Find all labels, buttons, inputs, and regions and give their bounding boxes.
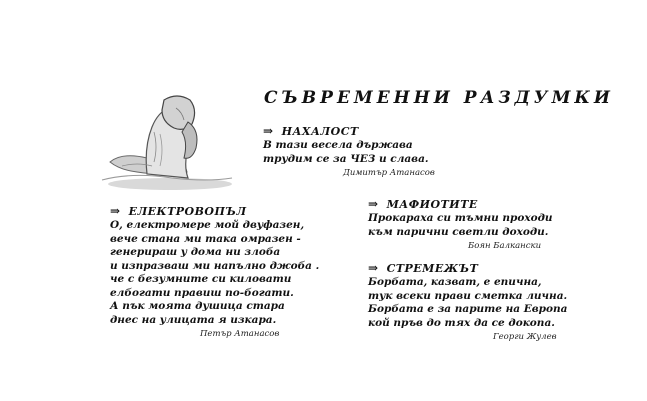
- poem-line: Прокараха си тъмни проходи: [368, 212, 553, 224]
- poem-nahalost: [263, 124, 435, 178]
- poem-line: В тази весела държава: [263, 139, 413, 151]
- poem-line: О, електромере мой двуфазен,: [110, 219, 305, 231]
- poem-line: че с безумните си киловати: [110, 273, 292, 285]
- poem-lines: [368, 276, 567, 330]
- poem-heading: [110, 204, 319, 218]
- poem-title: НАХАЛОСТ: [281, 124, 359, 138]
- double-arrow-icon: ⇒: [368, 261, 379, 275]
- poem-title: МАФИОТИТЕ: [386, 197, 478, 211]
- thinker-sketch-illustration: [92, 92, 242, 192]
- poem-line: А пък моята душица стара: [110, 300, 285, 312]
- poem-heading: [368, 261, 567, 275]
- poem-line: елбогати правиш по-богати.: [110, 286, 294, 299]
- poem-line: тук всеки прави сметка лична.: [368, 289, 568, 302]
- double-arrow-icon: ⇒: [263, 124, 274, 138]
- poem-author: Димитър Атанасов: [343, 168, 435, 178]
- poem-author: Боян Балкански: [468, 241, 542, 251]
- poem-heading: [368, 197, 553, 211]
- poem-mafiotite: [368, 197, 553, 251]
- poem-line: Борбата, казват, е епична,: [368, 276, 542, 288]
- poem-lines: [368, 212, 553, 239]
- poem-title: ЕЛЕКТРОВОПЪЛ: [128, 204, 247, 218]
- poem-author: Петър Атанасов: [200, 329, 280, 339]
- poem-line: Борбата е за парите на Европа: [368, 303, 568, 315]
- poem-line: и изпразваш ми напълно джоба .: [110, 259, 320, 272]
- poem-line: генерираш у дома ни злоба: [110, 246, 281, 258]
- poem-elektrovopal: [110, 204, 319, 339]
- poem-line: кой пръв до тях да се докопа.: [368, 316, 555, 329]
- poem-line: днес на улицата я изкара.: [110, 313, 277, 326]
- poem-title: СТРЕМЕЖЪТ: [386, 261, 479, 275]
- poem-line: трудим се за ЧЕЗ и слава.: [263, 152, 429, 165]
- poem-line: към парични светли доходи.: [368, 225, 549, 238]
- poem-lines: [263, 139, 435, 166]
- poem-stremezhat: [368, 261, 567, 342]
- poem-heading: [263, 124, 435, 138]
- poem-author: Георги Жулев: [493, 332, 557, 342]
- double-arrow-icon: ⇒: [110, 204, 121, 218]
- poem-lines: [110, 219, 319, 327]
- page-title: СЪВРЕМЕННИ РАЗДУМКИ: [264, 88, 614, 108]
- poem-line: вече стана ми така омразен -: [110, 232, 301, 245]
- double-arrow-icon: ⇒: [368, 197, 379, 211]
